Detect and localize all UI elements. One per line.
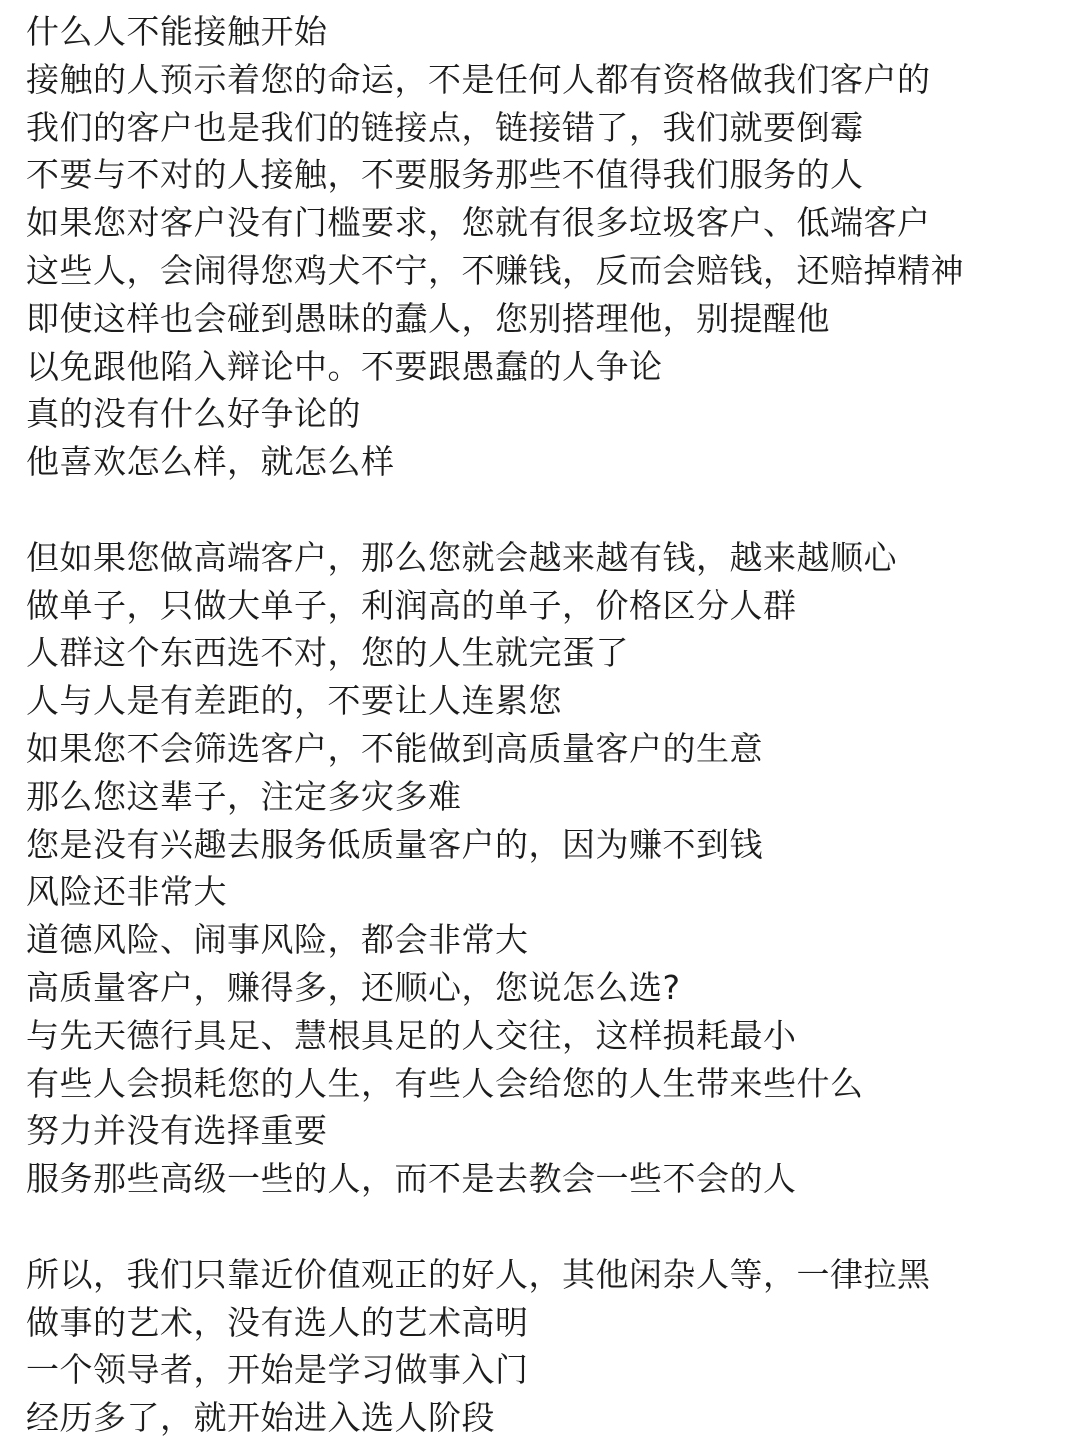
text-line: 高质量客户，赚得多，还顺心，您说怎么选? bbox=[26, 967, 681, 1007]
text-line: 我们的客户也是我们的链接点，链接错了，我们就要倒霉 bbox=[26, 107, 864, 147]
text-line: 人与人是有差距的，不要让人连累您 bbox=[26, 681, 562, 721]
text-line: 他喜欢怎么样，就怎么样 bbox=[26, 442, 395, 482]
text-line: 与先天德行具足、慧根具足的人交往，这样损耗最小 bbox=[26, 1015, 797, 1055]
paragraph-3 bbox=[26, 1251, 1076, 1442]
text-line: 服务那些高级一些的人，而不是去教会一些不会的人 bbox=[26, 1159, 797, 1199]
text-line: 不要与不对的人接触，不要服务那些不值得我们服务的人 bbox=[26, 155, 864, 195]
text-line: 真的没有什么好争论的 bbox=[26, 394, 361, 434]
text-line: 努力并没有选择重要 bbox=[26, 1111, 328, 1151]
text-line: 做单子，只做大单子，利润高的单子，价格区分人群 bbox=[26, 585, 797, 625]
paragraph-2 bbox=[26, 534, 1076, 1203]
text-line: 一个领导者，开始是学习做事入门 bbox=[26, 1350, 529, 1390]
text-line: 接触的人预示着您的命运，不是任何人都有资格做我们客户的 bbox=[26, 59, 931, 99]
text-line: 风险还非常大 bbox=[26, 872, 227, 912]
text-line: 以免跟他陷入辩论中。不要跟愚蠢的人争论 bbox=[26, 346, 663, 386]
text-line: 如果您对客户没有门槛要求，您就有很多垃圾客户、低端客户 bbox=[26, 203, 931, 243]
text-line: 如果您不会筛选客户，不能做到高质量客户的生意 bbox=[26, 728, 763, 768]
text-line: 所以，我们只靠近价值观正的好人，其他闲杂人等，一律拉黑 bbox=[26, 1254, 931, 1294]
text-line: 有些人会损耗您的人生，有些人会给您的人生带来些什么 bbox=[26, 1063, 864, 1103]
paragraph-1 bbox=[26, 8, 1076, 486]
text-line: 那么您这辈子，注定多灾多难 bbox=[26, 776, 462, 816]
text-line: 道德风险、闹事风险，都会非常大 bbox=[26, 920, 529, 960]
document-body bbox=[26, 8, 1076, 1442]
text-line: 做事的艺术，没有选人的艺术高明 bbox=[26, 1302, 529, 1342]
text-line: 什么人不能接触开始 bbox=[26, 12, 328, 51]
text-line: 但如果您做高端客户，那么您就会越来越有钱，越来越顺心 bbox=[26, 537, 897, 577]
text-line: 即使这样也会碰到愚昧的蠢人，您别搭理他，别提醒他 bbox=[26, 298, 830, 338]
text-line: 您是没有兴趣去服务低质量客户的，因为赚不到钱 bbox=[26, 824, 763, 864]
text-line: 这些人，会闹得您鸡犬不宁，不赚钱，反而会赔钱，还赔掉精神 bbox=[26, 250, 964, 290]
text-line: 人群这个东西选不对，您的人生就完蛋了 bbox=[26, 633, 629, 673]
text-line: 经历多了，就开始进入选人阶段 bbox=[26, 1398, 495, 1438]
